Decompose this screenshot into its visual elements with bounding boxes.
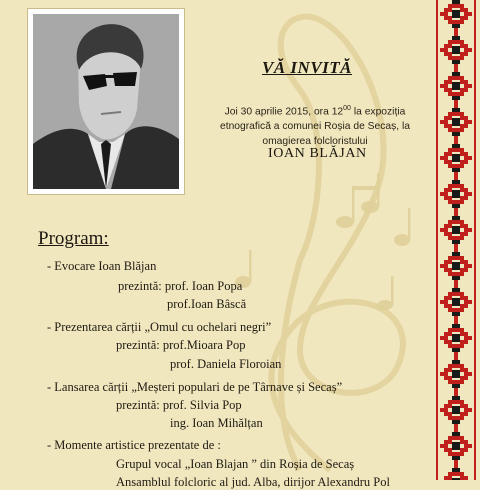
performer-line: Ansamblul folcloric al jud. Alba, dirijor Alexandru Pol	[116, 475, 390, 489]
portrait-image	[33, 14, 179, 189]
honoree-name: IOAN BLĂJAN	[268, 146, 367, 161]
program-heading: Program:	[38, 228, 109, 249]
invitation-date-time: Joi 30 aprilie 2015, ora 12	[224, 106, 344, 118]
presenter-line: prof. Daniela Floroian	[170, 357, 282, 371]
presenter-line: prezintă: prof. Silvia Pop	[116, 398, 242, 412]
invite-title: VĂ INVITĂ	[262, 58, 352, 77]
program-item-artistic-moments: - Momente artistice prezentate de :	[47, 438, 221, 452]
invitation-text	[198, 104, 432, 150]
program-item-book-presentation: - Prezentarea cărții „Omul cu ochelari negri”	[47, 320, 272, 334]
presenter-line: ing. Ioan Mihălțan	[170, 416, 263, 430]
presenter-line: prezintă: prof. Ioan Popa	[118, 279, 243, 293]
presenter-line: prezintă: prof.Mioara Pop	[116, 338, 246, 352]
program-item-evocation: - Evocare Ioan Blăjan	[47, 259, 157, 273]
embroidery-border	[436, 0, 476, 480]
portrait-photo	[28, 9, 184, 194]
performer-line: Grupul vocal „Ioan Blajan ” din Roșia de Secaș	[116, 457, 355, 471]
invitation-details: la expoziția etnografică a comunei Roșia de Secaș, la omagierea folcloristului	[219, 106, 411, 148]
time-superscript: 00	[343, 105, 351, 112]
program-item-book-launch: - Lansarea cărții „Meșteri populari de pe Târnave și Secaș”	[47, 380, 343, 394]
presenter-line: prof.Ioan Bâscă	[167, 297, 247, 311]
